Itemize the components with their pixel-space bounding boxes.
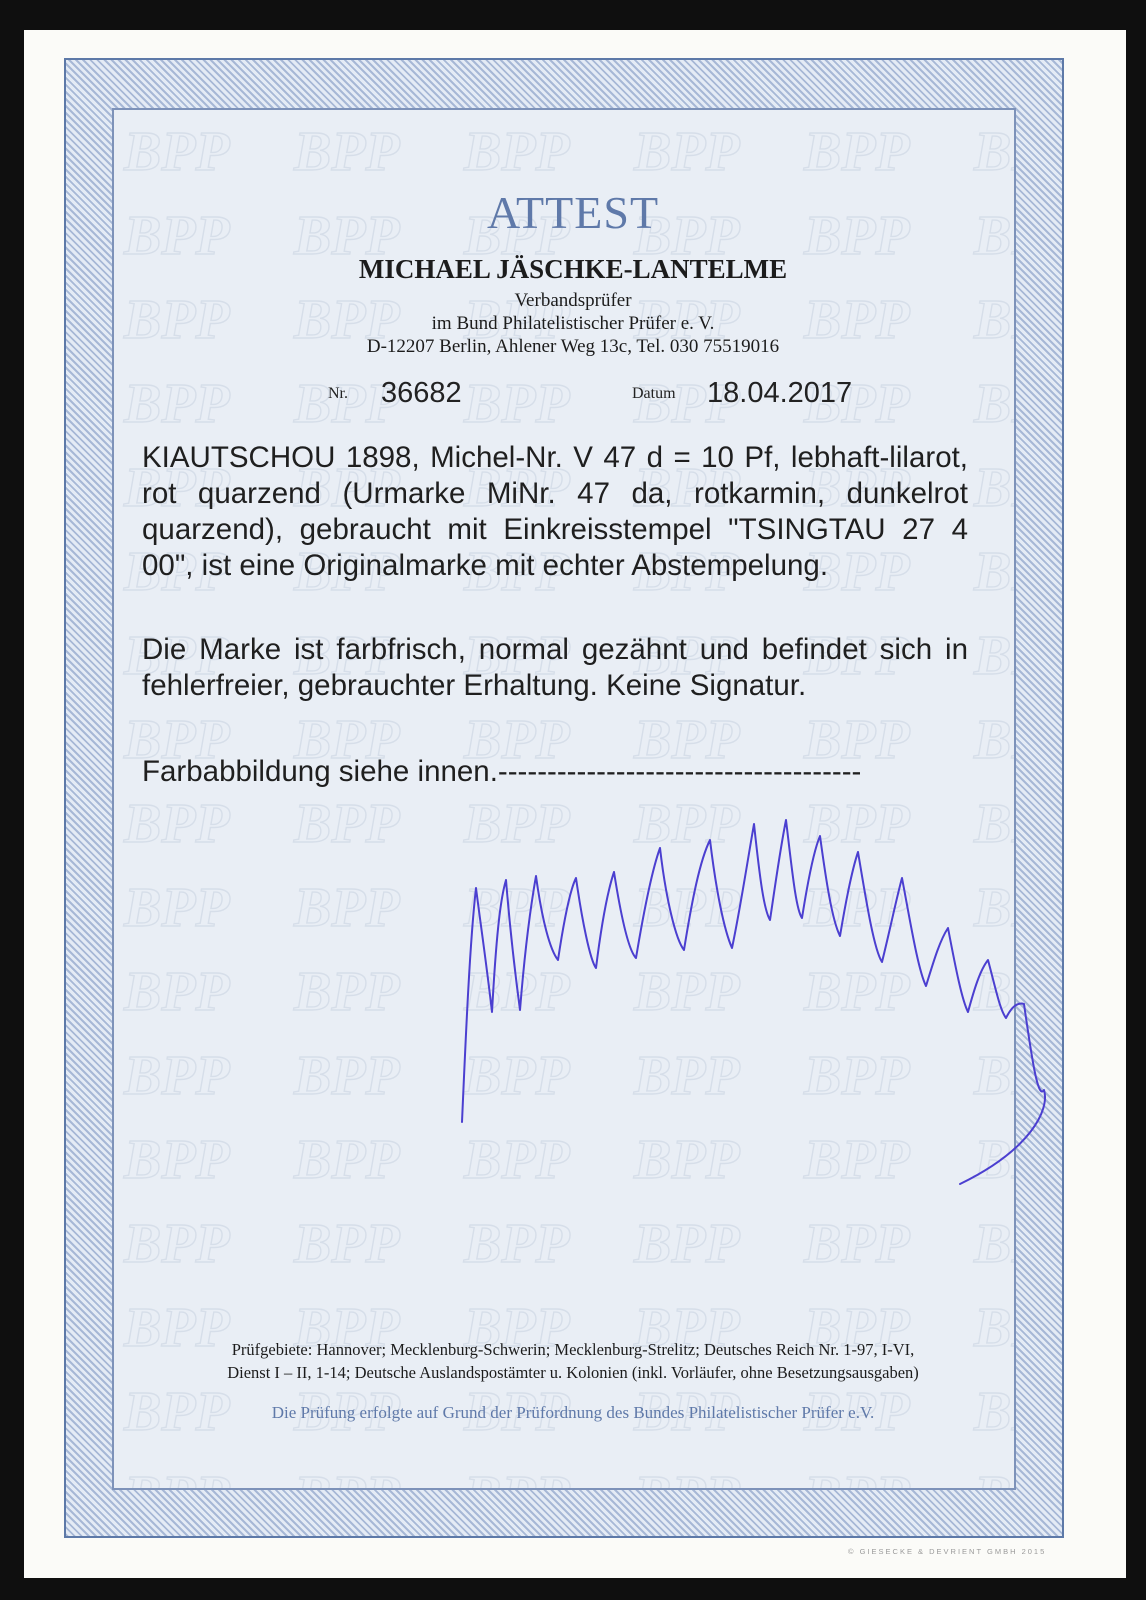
certificate-title: ATTEST [486,187,660,238]
number-label: Nr. [328,385,348,402]
examination-rules-note: Die Prüfung erfolgte auf Grund der Prüfordnung des Bundes Philatelistischer Prüfer e.V. [271,1403,875,1422]
certificate-date: 18.04.2017 [707,377,853,409]
examiner-role: Verbandsprüfer [514,290,632,311]
condition-description: Die Marke ist farbfrisch, normal gezähnt und befindet sich in fehlerfreier, gebrauchter Erhaltung. Keine Signatur. [142,633,968,702]
stamp-description: KIAUTSCHOU 1898, Michel-Nr. V 47 d = 10 Pf, lebhaft-lilarot, rot quarzend (Urmarke MiNr. 47 da, rotkarmin, dunkelrot quarzend), gebraucht mit Einkreisstempel "TSINGTAU 27 4 00", ist eine Originalmarke mit echter Abstempelung. [142,441,968,582]
examination-fields-line2: Dienst I – II, 1-14; Deutsche Auslandspostämter u. Kolonien (inkl. Vorläufer, ohne Besetzungsausgaben) [227,1363,919,1382]
examiner-association: im Bund Philatelistischer Prüfer e. V. [431,313,715,334]
examiner-name: MICHAEL JÄSCHKE-LANTELME [358,254,788,284]
illustration-note: Farbabbildung siehe innen.------------------------------------- [142,755,862,788]
examination-fields-line1: Prüfgebiete: Hannover; Mecklenburg-Schwerin; Mecklenburg-Strelitz; Deutsches Reich Nr. 1-97, I-VI, [231,1340,915,1359]
printer-mark: © GIESECKE & DEVRIENT GMBH 2015 [848,1547,1047,1556]
handwritten-signature [440,800,1070,1200]
examiner-address: D-12207 Berlin, Ahlener Weg 13c, Tel. 030 75519016 [366,336,780,357]
certificate-number: 36682 [381,377,462,409]
date-label: Datum [632,385,676,402]
